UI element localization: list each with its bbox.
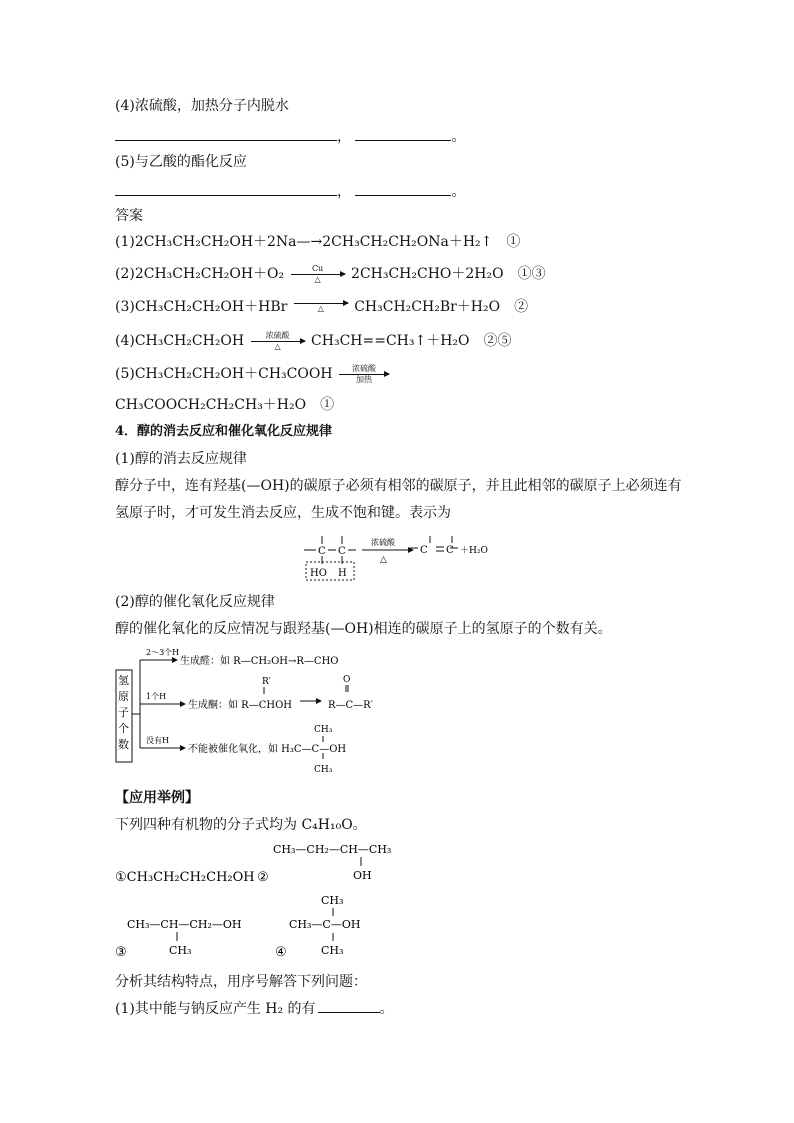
oxid-text: 醇的催化氧化的反应情况与跟羟基(—OH)相连的碳原子上的氢原子的个数有关。 bbox=[115, 621, 612, 637]
svg-text:④: ④ bbox=[275, 945, 287, 960]
heat-symbol: △ bbox=[380, 555, 387, 565]
branch-result: 不能被催化氧化，如 H₃C—C—OH bbox=[188, 744, 347, 755]
equilibrium-arrow: 浓硫酸 加热 bbox=[339, 364, 389, 384]
answer-blank[interactable] bbox=[115, 126, 337, 141]
hydrogen-label: H bbox=[338, 568, 347, 579]
condition-label: 浓硫酸 bbox=[371, 538, 395, 547]
answer-5-line2: CH₃COOCH₂CH₂CH₃＋H₂O ① bbox=[115, 397, 335, 413]
molecule-3: CH₃—CH—CH₂—OH bbox=[127, 918, 242, 931]
question-5-blanks: ， 。 bbox=[115, 181, 465, 202]
analyze-text: 分析其结构特点，用序号解答下列问题： bbox=[115, 974, 367, 990]
branch-condition: 2～3个H bbox=[146, 648, 180, 657]
example-intro: 下列四种有机物的分子式均为 C₄H₁₀O。 bbox=[115, 817, 367, 833]
branch-result: 生成酮：如 R—CHOH bbox=[188, 700, 292, 711]
elim-text-1: 醇分子中，连有羟基(—OH)的碳原子必须有相邻的碳原子，并且此相邻的碳原子上必须连有 bbox=[115, 478, 682, 494]
svg-text:CH₃: CH₃ bbox=[314, 765, 333, 775]
oxid-heading: (2)醇的催化氧化反应规律 bbox=[115, 594, 275, 610]
question-4-blanks: ， 。 bbox=[115, 126, 465, 147]
svg-text:数: 数 bbox=[118, 738, 129, 751]
svg-text:③: ③ bbox=[115, 945, 127, 960]
svg-text:R′: R′ bbox=[262, 677, 271, 687]
answer-blank[interactable] bbox=[355, 126, 451, 141]
branch-result: 生成醛：如 R—CH₂OH→R—CHO bbox=[180, 656, 339, 667]
branch-condition: 1个H bbox=[146, 692, 167, 701]
elim-text-2: 氢原子时，才可发生消去反应，生成不饱和键。表示为 bbox=[115, 505, 451, 521]
svg-text:O: O bbox=[343, 675, 351, 685]
svg-text:氢: 氢 bbox=[118, 674, 129, 687]
answer-blank[interactable] bbox=[318, 998, 380, 1013]
answer-blank[interactable] bbox=[355, 181, 451, 196]
answer-3: (3)CH₃CH₂CH₂OH＋HBr △ CH₃CH₂CH₂Br＋H₂O ② bbox=[115, 299, 529, 315]
elimination-diagram bbox=[300, 532, 500, 584]
answer-4: (4)CH₃CH₂CH₂OH 浓硫酸 △ CH₃CH==CH₃↑＋H₂O ②⑤ bbox=[115, 331, 512, 351]
isomers-figure bbox=[115, 840, 435, 970]
svg-text:CH₃: CH₃ bbox=[321, 894, 344, 907]
example-heading: 【应用举例】 bbox=[115, 790, 199, 806]
carbon-label: C bbox=[338, 546, 346, 557]
svg-text:子: 子 bbox=[118, 706, 129, 719]
molecule-4: CH₃—C—OH bbox=[289, 918, 361, 931]
reaction-arrow: 浓硫酸 △ bbox=[251, 331, 305, 351]
elim-heading: (1)醇的消去反应规律 bbox=[115, 451, 247, 467]
example-question-1: (1)其中能与钠反应产生 H₂ 的有 。 bbox=[115, 998, 394, 1019]
product-water: ＋H₂O bbox=[460, 546, 488, 556]
answer-heading: 答案 bbox=[115, 208, 143, 224]
oxidation-diagram bbox=[112, 644, 412, 784]
answer-5: (5)CH₃CH₂CH₂OH＋CH₃COOH 浓硫酸 加热 bbox=[115, 364, 391, 384]
svg-text:CH₃: CH₃ bbox=[169, 944, 192, 957]
reaction-arrow: △ bbox=[294, 302, 348, 313]
hydroxyl-label: HO bbox=[310, 568, 327, 579]
carbon-label: C bbox=[318, 546, 326, 557]
molecule-1: ①CH₃CH₂CH₂CH₂OH bbox=[115, 870, 255, 885]
answer-1: (1)2CH₃CH₂CH₂OH＋2Na—→2CH₃CH₂CH₂ONa＋H₂↑ ① bbox=[115, 234, 521, 250]
question-5-label: (5)与乙酸的酯化反应 bbox=[115, 154, 247, 170]
question-4-label: (4)浓硫酸，加热分子内脱水 bbox=[115, 98, 289, 114]
reaction-arrow: Cu △ bbox=[291, 264, 345, 284]
svg-text:原: 原 bbox=[118, 690, 129, 703]
svg-text:R—C—R′: R—C—R′ bbox=[328, 700, 373, 711]
carbon-label: C bbox=[446, 545, 454, 556]
answer-blank[interactable] bbox=[115, 181, 337, 196]
molecule-2: CH₃—CH₂—CH—CH₃ bbox=[273, 843, 392, 856]
svg-text:CH₃: CH₃ bbox=[314, 725, 333, 735]
answer-2: (2)2CH₃CH₂CH₂OH＋O₂ Cu △ 2CH₃CH₂CHO＋2H₂O ①③ bbox=[115, 264, 546, 284]
svg-text:②: ② bbox=[257, 870, 269, 885]
svg-text:个: 个 bbox=[118, 722, 129, 735]
svg-text:CH₃: CH₃ bbox=[321, 944, 344, 957]
carbon-label: C bbox=[420, 545, 428, 556]
svg-text:OH: OH bbox=[353, 869, 372, 882]
section-heading: 4．醇的消去反应和催化氧化反应规律 bbox=[115, 424, 333, 439]
branch-condition: 没有H bbox=[146, 736, 169, 745]
